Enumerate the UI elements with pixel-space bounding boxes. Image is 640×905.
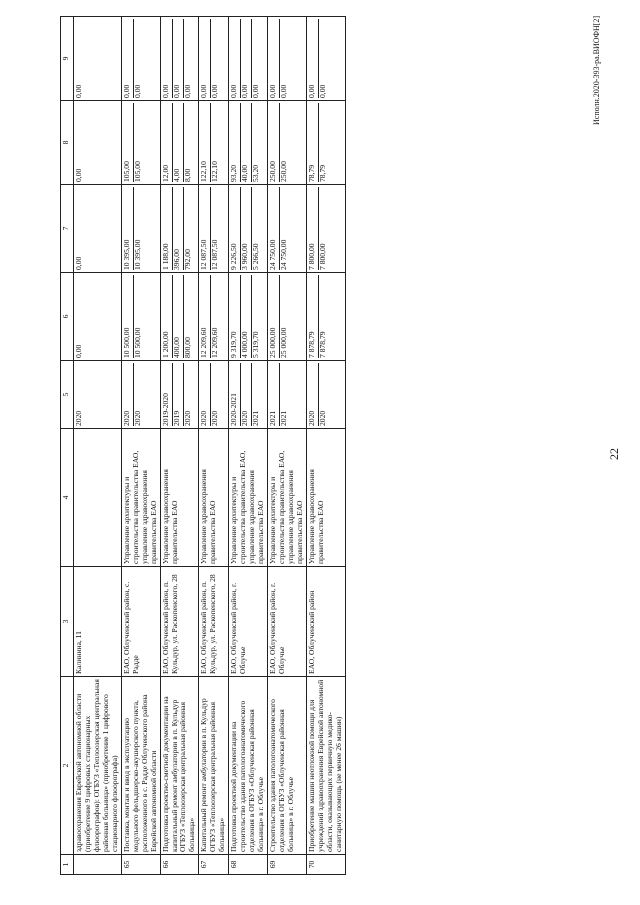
value-cell-c8 [121, 101, 160, 185]
value-line: 5 319,70 [251, 331, 261, 358]
page-number: 22 [607, 448, 621, 460]
value-cell-years [121, 361, 160, 429]
value-line: 0,00 [200, 19, 211, 98]
value-cell-c9 [268, 17, 307, 101]
value-line: 0,00 [230, 19, 241, 98]
value-cell-years [268, 361, 307, 429]
value-cell-c9 [229, 17, 268, 101]
value-cell-c8 [160, 101, 199, 185]
object-address: ЕАО, Облученский район, с. Радде [121, 567, 160, 677]
value-cell-c8 [268, 101, 307, 185]
value-line: 0,00 [269, 19, 280, 98]
value-cell-c6 [199, 273, 229, 361]
object-name: Подготовка проектно-сметной документации на капитальный ремонт амбулатории в п. Кульдур ОГБУЗ «Теплоозерская центральная районная больница» [160, 677, 199, 855]
value-cell-c8 [229, 101, 268, 185]
value-line: 5 266,50 [251, 243, 261, 270]
table-row [74, 17, 122, 875]
column-header: 9 [61, 17, 74, 101]
value-cell-c9 [121, 17, 160, 101]
value-line: 1 188,00 [162, 187, 173, 270]
row-number: 69 [268, 855, 307, 875]
value-line: 2020-2021 [230, 363, 241, 426]
value-line: 0,00 [251, 84, 261, 98]
table-row [306, 17, 345, 875]
value-line: 4,00 [173, 103, 184, 182]
column-header: 5 [61, 361, 74, 429]
value-line: 12,00 [162, 103, 173, 182]
object-address: ЕАО, Облученский район, п. Кульдур, ул. Раскопенского, 28 [160, 567, 199, 677]
value-line: 12 209,60 [210, 327, 220, 358]
object-address: Калинина, 11 [74, 567, 122, 677]
value-line: 24 750,00 [269, 187, 280, 270]
value-line: 122,10 [200, 103, 211, 182]
customer [74, 429, 122, 567]
customer: Управление здравоохранения правительства ЕАО [306, 429, 345, 567]
value-line: 0,00 [308, 19, 319, 98]
value-line: 7 878,79 [317, 331, 327, 358]
value-line: 2020 [200, 363, 211, 426]
value-line: 792,00 [182, 249, 192, 270]
value-line: 0,00 [182, 84, 192, 98]
value-line: 1 200,00 [162, 275, 173, 358]
column-header: 6 [61, 273, 74, 361]
value-line: 105,00 [132, 161, 142, 182]
value-line: 4 000,00 [241, 275, 252, 358]
customer: Управление архитектуры и строительства правительства ЕАО, управление здравоохранения правительства ЕАО [268, 429, 307, 567]
value-line: 25 000,00 [269, 275, 280, 358]
value-cell-years [306, 361, 345, 429]
value-line: 2020 [182, 410, 192, 426]
value-line: 0,00 [74, 84, 83, 98]
value-cell-c9 [74, 17, 122, 101]
value-line: 2020 [317, 410, 327, 426]
value-line: 2020 [74, 410, 83, 426]
customer: Управление здравоохранения правительства ЕАО [160, 429, 199, 567]
table-row [199, 17, 229, 875]
investment-table [60, 16, 346, 875]
value-line: 800,00 [182, 337, 192, 358]
value-line: 7 800,00 [317, 243, 327, 270]
value-cell-c7 [121, 185, 160, 273]
value-line: 25 000,00 [279, 327, 289, 358]
value-line: 2021 [251, 410, 261, 426]
value-cell-c6 [121, 273, 160, 361]
value-cell-c6 [160, 273, 199, 361]
row-number: 65 [121, 855, 160, 875]
value-cell-c9 [199, 17, 229, 101]
value-line: 0,00 [123, 19, 134, 98]
object-name: Строительство здания патологоанатомического отделения в ОГБУЗ «Облученская районная больница» в г. Облучье [268, 677, 307, 855]
row-number [74, 855, 122, 875]
value-cell-c6 [306, 273, 345, 361]
value-cell-c7 [229, 185, 268, 273]
object-name: Приобретение машин неотложной помощи для учреждений здравоохранения Еврейской автономной области, оказывающих первичную медико-санитарную помощь (не менее 26 машин) [306, 677, 345, 855]
value-line: 12 209,60 [200, 275, 211, 358]
value-cell-c8 [74, 101, 122, 185]
value-line: 3 960,00 [241, 187, 252, 270]
object-name: Поставка, монтаж и ввод в эксплуатацию модульного фельдшерско-акушерского пункта, расположенного в с. Радде Облученского района Еврейской автономной области [121, 677, 160, 855]
value-line: 78,79 [317, 164, 327, 182]
value-cell-c7 [199, 185, 229, 273]
value-line: 2020 [132, 410, 142, 426]
customer: Управление здравоохранения правительства ЕАО [199, 429, 229, 567]
value-cell-years [74, 361, 122, 429]
document-footer-note: Исполн.2020-393-ра.ВИОФН[2] [592, 15, 601, 125]
object-name: здравоохранения Еврейской автономной области (приобретение 9 цифровых стационарных флюорографов): ОГБУЗ «Теплоозерская центральная районная больница» (приобретение 1 цифрового стационарного флюорографа) [74, 677, 122, 855]
value-line: 10 395,00 [123, 187, 134, 270]
table-row [160, 17, 199, 875]
value-line: 10 500,00 [132, 327, 142, 358]
value-cell-c7 [160, 185, 199, 273]
value-line: 250,00 [269, 103, 280, 182]
column-header: 4 [61, 429, 74, 567]
value-cell-c6 [74, 273, 122, 361]
column-header: 1 [61, 855, 74, 875]
value-line: 53,20 [251, 164, 261, 182]
value-line: 10 395,00 [132, 239, 142, 270]
value-cell-c7 [268, 185, 307, 273]
value-line: 396,00 [173, 187, 184, 270]
value-line: 9 319,70 [230, 275, 241, 358]
table-row [268, 17, 307, 875]
value-line: 2020 [241, 363, 252, 426]
value-line: 250,00 [279, 161, 289, 182]
value-line: 8,00 [182, 168, 192, 182]
value-line: 12 087,50 [210, 239, 220, 270]
value-line: 0,00 [210, 84, 220, 98]
column-header: 2 [61, 677, 74, 855]
row-number: 67 [199, 855, 229, 875]
object-address: ЕАО, Облученский район [306, 567, 345, 677]
value-line: 24 750,00 [279, 239, 289, 270]
object-name: Капитальный ремонт амбулатории в п. Кульдур ОГБУЗ «Теплоозерская центральная районная больница» [199, 677, 229, 855]
value-line: 105,00 [123, 103, 134, 182]
object-address: ЕАО, Облученский район, п. Кульдур, ул. Раскопенского, 28 [199, 567, 229, 677]
value-line: 2020 [123, 363, 134, 426]
value-cell-years [160, 361, 199, 429]
table-body [61, 17, 346, 875]
value-line: 0,00 [173, 19, 184, 98]
value-cell-c6 [268, 273, 307, 361]
value-line: 9 226,50 [230, 187, 241, 270]
value-line: 7 800,00 [308, 187, 319, 270]
customer: Управление архитектуры и строительства правительства ЕАО, управление здравоохранения правительства ЕАО [229, 429, 268, 567]
value-line: 400,00 [173, 275, 184, 358]
value-cell-c9 [160, 17, 199, 101]
table-row [229, 17, 268, 875]
value-line: 2019-2020 [162, 363, 173, 426]
value-line: 2021 [269, 363, 280, 426]
value-line: 0,00 [74, 344, 83, 358]
value-cell-c6 [229, 273, 268, 361]
value-cell-c7 [306, 185, 345, 273]
value-line: 12 087,50 [200, 187, 211, 270]
value-cell-c9 [306, 17, 345, 101]
value-line: 0,00 [241, 19, 252, 98]
table-row [121, 17, 160, 875]
row-number: 70 [306, 855, 345, 875]
value-cell-c7 [74, 185, 122, 273]
value-cell-years [229, 361, 268, 429]
value-line: 0,00 [162, 19, 173, 98]
column-header: 3 [61, 567, 74, 677]
value-line: 122,10 [210, 161, 220, 182]
object-address: ЕАО, Облученский район, г. Облучье [268, 567, 307, 677]
value-cell-years [199, 361, 229, 429]
value-line: 10 500,00 [123, 275, 134, 358]
row-number: 68 [229, 855, 268, 875]
value-line: 40,00 [241, 103, 252, 182]
value-line: 0,00 [279, 84, 289, 98]
value-line: 0,00 [74, 168, 83, 182]
value-line: 2020 [308, 363, 319, 426]
value-line: 0,00 [317, 84, 327, 98]
value-line: 78,79 [308, 103, 319, 182]
column-header: 7 [61, 185, 74, 273]
value-line: 0,00 [132, 84, 142, 98]
value-line: 2019 [173, 363, 184, 426]
value-line: 7 878,79 [308, 275, 319, 358]
value-cell-c8 [199, 101, 229, 185]
object-name: Подготовка проектной документации на строительство здания патологоанатомического отделения в ОГБУЗ «Облученская районная больница» в г. Облучье [229, 677, 268, 855]
column-number-row [61, 17, 74, 875]
value-line: 2020 [210, 410, 220, 426]
column-header: 8 [61, 101, 74, 185]
customer: Управление архитектуры и строительства правительства ЕАО, управление здравоохранения правительства ЕАО [121, 429, 160, 567]
value-cell-c8 [306, 101, 345, 185]
row-number: 66 [160, 855, 199, 875]
value-line: 93,20 [230, 103, 241, 182]
value-line: 0,00 [74, 256, 83, 270]
value-line: 2021 [279, 410, 289, 426]
object-address: ЕАО, Облученский район, г. Облучье [229, 567, 268, 677]
